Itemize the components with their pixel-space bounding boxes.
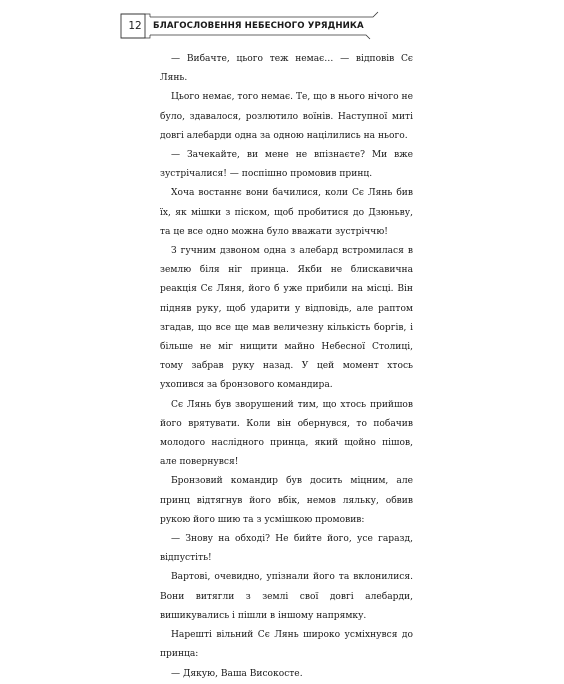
- paragraph: — Знову на обході? Не бийте його, усе гаразд, відпустіть!: [160, 534, 413, 564]
- paragraph: Нарешті вільний Сє Лянь широко усміхнувся до принца:: [160, 630, 413, 660]
- paragraph: Бронзовий командир був досить міцним, але принц відтягнув його вбік, немов ляльку, обвив рукою його шию та з усмішкою промовив:: [160, 476, 413, 525]
- running-title: БЛАГОСЛОВЕННЯ НЕБЕСНОГО УРЯДНИКА: [153, 21, 364, 31]
- paragraph: — Зачекайте, ви мене не впізнаєте? Ми вже зустрічалися! — поспішно промовив принц.: [160, 150, 413, 180]
- running-header: [118, 11, 378, 41]
- paragraph: З гучним дзвоном одна з алебард встромилася в землю біля ніг принца. Якби не блискавична реакція Сє Ляня, його б уже прибили на місці. Він підняв руку, щоб ударити у відповідь, але раптом згадав, що все ще мав величезну кількість боргів, і більше не міг нищити майно Небесної Столиці, тому забрав руку назад. У цей момент хтось ухопився за бронзового командира.: [160, 246, 413, 391]
- page-body: [160, 50, 413, 684]
- paragraph: — Дякую, Ваша Високосте.: [171, 668, 303, 679]
- page-number: 12: [128, 20, 142, 32]
- paragraph: — Вибачте, цього теж немає… — відповів Сє Лянь.: [160, 54, 413, 84]
- paragraph: Вартові, очевидно, упізнали його та вклонилися. Вони витягли з землі свої довгі алебарди, вишикувались і пішли в іншому напрямку.: [160, 572, 413, 621]
- paragraph: Хоча востаннє вони бачилися, коли Сє Лянь бив їх, як мішки з піском, щоб пробитися до Дзюньву, та це все одно можна було вважати зустріччю!: [160, 188, 413, 237]
- paragraph: Цього немає, того немає. Те, що в нього нічого не було, здавалося, розлютило воїнів. Наступної миті довгі алебарди одна за одною націлились на нього.: [160, 92, 413, 141]
- paragraph: Сє Лянь був зворушений тим, що хтось прийшов його врятувати. Коли він обернувся, то побачив молодого наслідного принца, який щойно пішов, але повернувся!: [160, 399, 413, 468]
